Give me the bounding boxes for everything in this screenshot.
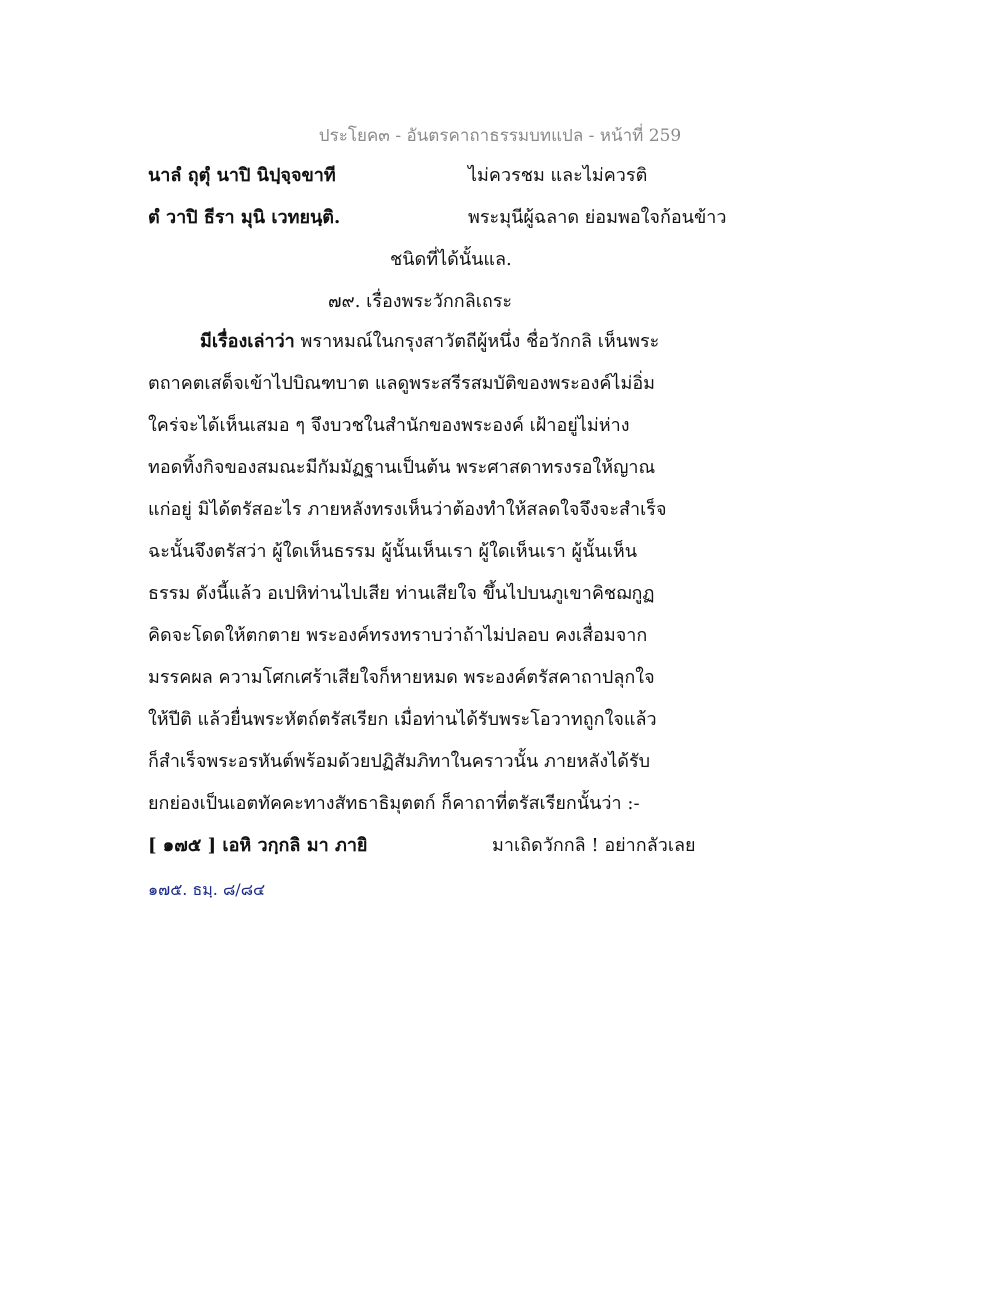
story-line-12: ยกย่องเป็นเอตทัคคะทางสัทธาธิมุตตก์ ก็คาถาที่ตรัสเรียกนั้นว่า :- bbox=[148, 793, 640, 814]
story-line-2: ตถาคตเสด็จเข้าไปบิณฑบาต แลดูพระสรีรสมบัติของพระองค์ไม่อิ่ม bbox=[148, 373, 656, 394]
story-line-7: ธรรม ดังนี้แล้ว อเปหิท่านไปเสีย ท่านเสียใจ ขึ้นไปบนภูเขาคิชฌกูฏ bbox=[148, 583, 655, 604]
story-line-1 bbox=[200, 326, 659, 355]
story-line-6: ฉะนั้นจึงตรัสว่า ผู้ใดเห็นธรรม ผู้นั้นเห็นเรา ผู้ใดเห็นเรา ผู้นั้นเห็น bbox=[148, 541, 638, 562]
story-lead: มีเรื่องเล่าว่า bbox=[200, 331, 295, 352]
story-line-8: คิดจะโดดให้ตกตาย พระองค์ทรงทราบว่าถ้าไม่ปลอบ คงเสื่อมจาก bbox=[148, 625, 648, 646]
verse-thai-line-2: พระมุนีผู้ฉลาด ย่อมพอใจก้อนข้าว bbox=[468, 207, 727, 228]
verse-bottom-pali: [ ๑๗๕ ] เอหิ วกฺกลิ มา ภายิ bbox=[148, 835, 368, 856]
story-line-5: แก่อยู่ มิได้ตรัสอะไร ภายหลังทรงเห็นว่าต้องทำให้สลดใจจึงจะสำเร็จ bbox=[148, 499, 667, 520]
verse-bottom-thai: มาเถิดวักกลิ ! อย่ากลัวเลย bbox=[492, 835, 696, 856]
page-header: ประโยค๓ - อันตรคาถาธรรมบทแปล - หน้าที่ 259 bbox=[318, 126, 682, 146]
verse-thai-continuation: ชนิดที่ได้นั้นแล. bbox=[390, 249, 512, 270]
story-line-9: มรรคผล ความโศกเศร้าเสียใจก็หายหมด พระองค์ตรัสคาถาปลุกใจ bbox=[148, 667, 655, 688]
story-line-1-text: พราหมณ์ในกรุงสาวัตถีผู้หนึ่ง ชื่อวักกลิ เห็นพระ bbox=[300, 331, 660, 352]
section-title: ๗๙. เรื่องพระวักกลิเถระ bbox=[328, 291, 513, 312]
story-line-3: ใคร่จะได้เห็นเสมอ ๆ จึงบวชในสำนักของพระองค์ เฝ้าอยู่ไม่ห่าง bbox=[148, 415, 630, 436]
footnote: ๑๗๕. ธมฺ. ๘/๘๔ bbox=[148, 880, 266, 899]
story-line-10: ให้ปีติ แล้วยื่นพระหัตถ์ตรัสเรียก เมื่อท่านได้รับพระโอวาทถูกใจแล้ว bbox=[148, 709, 657, 730]
story-line-11: ก็สำเร็จพระอรหันต์พร้อมด้วยปฏิสัมภิทาในคราวนั้น ภายหลังได้รับ bbox=[148, 751, 651, 772]
verse-pali-line-2: ตํ วาปิ ธีรา มุนิ เวทยนฺติ. bbox=[148, 207, 341, 228]
story-line-4: ทอดทิ้งกิจของสมณะมีกัมมัฏฐานเป็นต้น พระศาสดาทรงรอให้ญาณ bbox=[148, 457, 656, 478]
verse-pali-line-1: นาลํ ถุตุํ นาปิ นิปฺจฺจขาที bbox=[148, 165, 336, 186]
verse-thai-line-1: ไม่ควรชม และไม่ควรติ bbox=[468, 165, 648, 186]
